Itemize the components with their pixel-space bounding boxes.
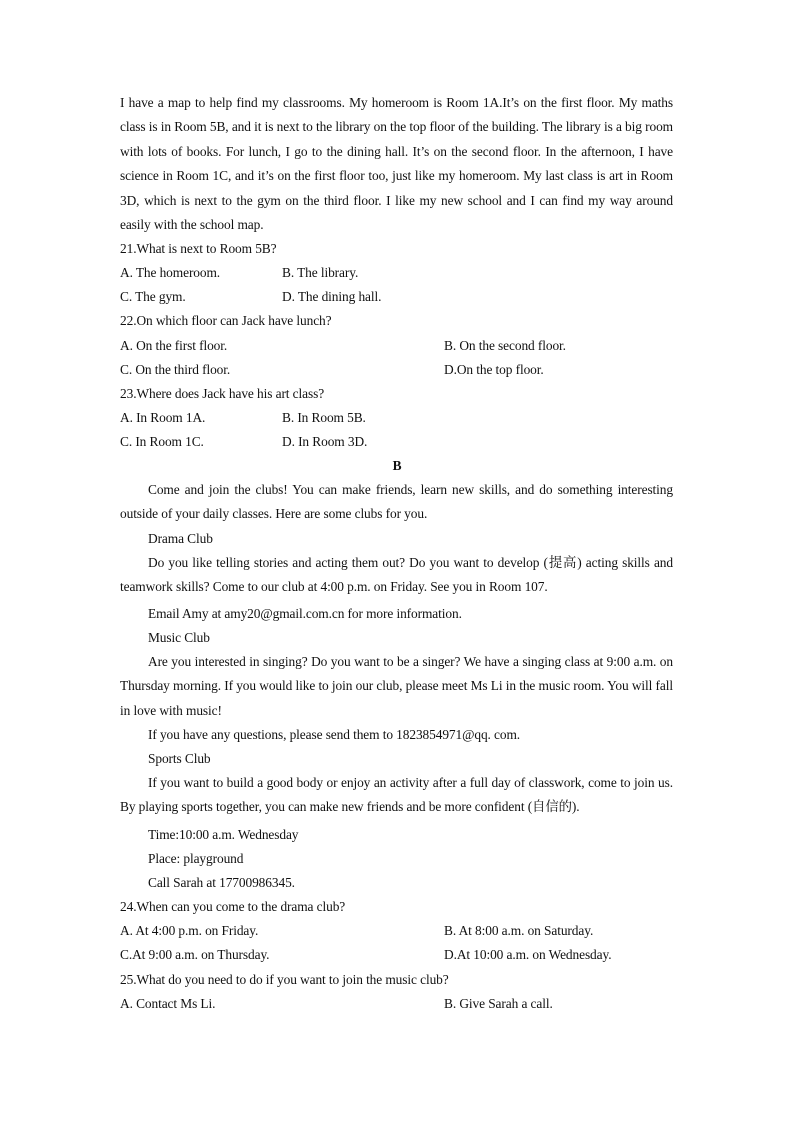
sports-club-title: Sports Club bbox=[148, 751, 211, 766]
question-23: 23.Where does Jack have his art class? bbox=[120, 386, 325, 401]
question-22: 22.On which floor can Jack have lunch? bbox=[120, 313, 332, 328]
question-24: 24.When can you come to the drama club? bbox=[120, 899, 346, 914]
q25-option-a: A. Contact Ms Li. bbox=[120, 996, 216, 1011]
passage-a: I have a map to help find my classrooms. My homeroom is Room 1A.It’s on the first floor. My maths class is in Room 5B, and it is next to the library on the top floor of the building. The library is a big room with lots of books. For lunch, I go to the dining hall. It’s on the second floor. In the afternoon, I have science in Room 1C, and it’s on the first floor too, just like my homeroom. My last class is art in Room 3D, which is next to the gym on the third floor. I like my new school and I can find my way around easily with the school map. bbox=[120, 95, 673, 233]
section-heading: B bbox=[392, 458, 402, 473]
sports-club-call: Call Sarah at 17700986345. bbox=[148, 875, 295, 890]
drama-club-text: Do you like telling stories and acting them out? Do you want to develop (提高) acting skills and teamwork skills? Come to our club at 4:00 p.m. on Friday. See you in Room 107. bbox=[120, 555, 673, 595]
q23-option-b: B. In Room 5B. bbox=[282, 410, 366, 425]
q23-option-a: A. In Room 1A. bbox=[120, 410, 206, 425]
q21-option-b: B. The library. bbox=[282, 265, 359, 280]
question-21: 21.What is next to Room 5B? bbox=[120, 241, 277, 256]
q24-option-b: B. At 8:00 a.m. on Saturday. bbox=[444, 923, 594, 938]
q24-option-c: C.At 9:00 a.m. on Thursday. bbox=[120, 947, 270, 962]
q24-option-d: D.At 10:00 a.m. on Wednesday. bbox=[444, 947, 612, 962]
q23-option-c: C. In Room 1C. bbox=[120, 434, 204, 449]
q21-option-c: C. The gym. bbox=[120, 289, 186, 304]
q24-option-a: A. At 4:00 p.m. on Friday. bbox=[120, 923, 259, 938]
music-club-title: Music Club bbox=[148, 630, 210, 645]
q23-option-d: D. In Room 3D. bbox=[282, 434, 368, 449]
q22-option-c: C. On the third floor. bbox=[120, 362, 231, 377]
q21-option-d: D. The dining hall. bbox=[282, 289, 382, 304]
question-25: 25.What do you need to do if you want to join the music club? bbox=[120, 972, 449, 987]
q22-option-a: A. On the first floor. bbox=[120, 338, 228, 353]
sports-club-place: Place: playground bbox=[148, 851, 244, 866]
music-club-contact: If you have any questions, please send them to 1823854971@qq. com. bbox=[148, 727, 521, 742]
q21-option-a: A. The homeroom. bbox=[120, 265, 221, 280]
q25-option-b: B. Give Sarah a call. bbox=[444, 996, 553, 1011]
sports-club-time: Time:10:00 a.m. Wednesday bbox=[148, 827, 299, 842]
drama-club-email: Email Amy at amy20@gmail.com.cn for more information. bbox=[148, 606, 462, 621]
club-intro: Come and join the clubs! You can make friends, learn new skills, and do something interesting outside of your daily classes. Here are some clubs for you. bbox=[120, 482, 673, 522]
q22-option-d: D.On the top floor. bbox=[444, 362, 544, 377]
sports-club-text: If you want to build a good body or enjoy an activity after a full day of classwork, come to join us. By playing sports together, you can make new friends and be more confident (自信的). bbox=[120, 775, 673, 815]
drama-club-title: Drama Club bbox=[148, 531, 213, 546]
q22-option-b: B. On the second floor. bbox=[444, 338, 566, 353]
music-club-text: Are you interested in singing? Do you want to be a singer? We have a singing class at 9:00 a.m. on Thursday morning. If you would like to join our club, please meet Ms Li in the music room. You will fall in love with music! bbox=[120, 654, 673, 718]
